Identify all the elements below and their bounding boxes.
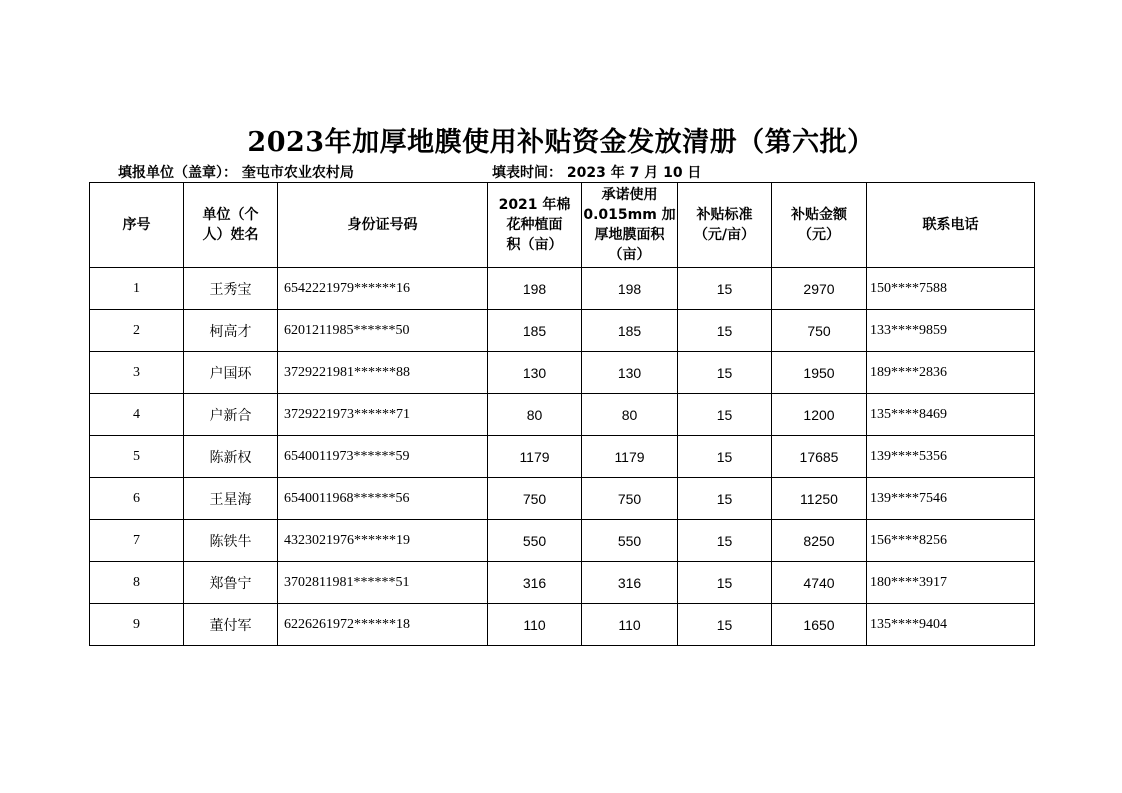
- header-subsidy-rate: 补贴标准 （元/亩）: [678, 183, 772, 268]
- cell-film-area: 80: [582, 394, 678, 436]
- cell-subsidy-amount: 17685: [772, 436, 867, 478]
- cell-film-area: 185: [582, 310, 678, 352]
- subsidy-table: [89, 182, 1035, 646]
- cell-phone: 135****8469: [867, 394, 1035, 436]
- cell-film-area: 110: [582, 604, 678, 646]
- cell-name: 董付军: [184, 604, 278, 646]
- cell-subsidy-amount: 1200: [772, 394, 867, 436]
- table-row: [90, 478, 1035, 520]
- cell-serial: 7: [90, 520, 184, 562]
- cell-cotton-area: 80: [488, 394, 582, 436]
- cell-phone: 133****9859: [867, 310, 1035, 352]
- cell-name: 王秀宝: [184, 268, 278, 310]
- cell-id-number: 4323021976******19: [278, 520, 488, 562]
- cell-cotton-area: 198: [488, 268, 582, 310]
- cell-film-area: 550: [582, 520, 678, 562]
- cell-name: 户新合: [184, 394, 278, 436]
- cell-subsidy-amount: 2970: [772, 268, 867, 310]
- table-header-row: [90, 183, 1035, 268]
- cell-cotton-area: 110: [488, 604, 582, 646]
- cell-subsidy-amount: 4740: [772, 562, 867, 604]
- cell-name: 陈铁牛: [184, 520, 278, 562]
- reporting-unit-value: 奎屯市农业农村局: [241, 165, 354, 181]
- cell-serial: 6: [90, 478, 184, 520]
- cell-film-area: 750: [582, 478, 678, 520]
- cell-subsidy-amount: 11250: [772, 478, 867, 520]
- cell-subsidy-rate: 15: [678, 436, 772, 478]
- cell-subsidy-amount: 1650: [772, 604, 867, 646]
- cell-cotton-area: 750: [488, 478, 582, 520]
- cell-serial: 8: [90, 562, 184, 604]
- cell-cotton-area: 1179: [488, 436, 582, 478]
- cell-subsidy-rate: 15: [678, 562, 772, 604]
- header-id-number: 身份证号码: [278, 183, 488, 268]
- cell-name: 王星海: [184, 478, 278, 520]
- cell-subsidy-amount: 750: [772, 310, 867, 352]
- table-row: [90, 436, 1035, 478]
- cell-serial: 9: [90, 604, 184, 646]
- cell-film-area: 1179: [582, 436, 678, 478]
- header-cotton-area: 2021 年棉 花种植面 积（亩）: [488, 183, 582, 268]
- fill-date: [492, 162, 701, 182]
- cell-phone: 139****5356: [867, 436, 1035, 478]
- cell-name: 陈新权: [184, 436, 278, 478]
- reporting-unit: [118, 162, 354, 182]
- cell-phone: 180****3917: [867, 562, 1035, 604]
- cell-cotton-area: 130: [488, 352, 582, 394]
- cell-phone: 150****7588: [867, 268, 1035, 310]
- cell-id-number: 3702811981******51: [278, 562, 488, 604]
- header-serial: 序号: [90, 183, 184, 268]
- table-row: [90, 268, 1035, 310]
- header-phone: 联系电话: [867, 183, 1035, 268]
- cell-serial: 3: [90, 352, 184, 394]
- cell-subsidy-rate: 15: [678, 352, 772, 394]
- cell-phone: 156****8256: [867, 520, 1035, 562]
- cell-subsidy-rate: 15: [678, 268, 772, 310]
- cell-subsidy-rate: 15: [678, 520, 772, 562]
- cell-subsidy-amount: 1950: [772, 352, 867, 394]
- fill-date-label: 填表时间：: [492, 165, 562, 181]
- cell-id-number: 6540011968******56: [278, 478, 488, 520]
- cell-serial: 5: [90, 436, 184, 478]
- table-row: [90, 310, 1035, 352]
- cell-film-area: 130: [582, 352, 678, 394]
- header-name: 单位（个 人）姓名: [184, 183, 278, 268]
- header-film-area: 承诺使用 0.015mm 加 厚地膜面积 （亩）: [582, 183, 678, 268]
- cell-subsidy-rate: 15: [678, 394, 772, 436]
- cell-phone: 135****9404: [867, 604, 1035, 646]
- cell-name: 柯高才: [184, 310, 278, 352]
- cell-subsidy-amount: 8250: [772, 520, 867, 562]
- cell-id-number: 6542221979******16: [278, 268, 488, 310]
- table-row: [90, 394, 1035, 436]
- cell-id-number: 6201211985******50: [278, 310, 488, 352]
- header-subsidy-amount: 补贴金额 （元）: [772, 183, 867, 268]
- cell-film-area: 198: [582, 268, 678, 310]
- cell-cotton-area: 550: [488, 520, 582, 562]
- cell-cotton-area: 316: [488, 562, 582, 604]
- cell-phone: 139****7546: [867, 478, 1035, 520]
- table-row: [90, 604, 1035, 646]
- cell-cotton-area: 185: [488, 310, 582, 352]
- cell-name: 户国环: [184, 352, 278, 394]
- table-row: [90, 352, 1035, 394]
- table-row: [90, 562, 1035, 604]
- table-row: [90, 520, 1035, 562]
- cell-subsidy-rate: 15: [678, 310, 772, 352]
- cell-name: 郑鲁宁: [184, 562, 278, 604]
- fill-date-value: 2023 年 7 月 10 日: [566, 165, 702, 181]
- cell-subsidy-rate: 15: [678, 478, 772, 520]
- cell-id-number: 3729221981******88: [278, 352, 488, 394]
- reporting-unit-label: 填报单位（盖章）：: [118, 165, 237, 181]
- cell-serial: 2: [90, 310, 184, 352]
- cell-phone: 189****2836: [867, 352, 1035, 394]
- cell-id-number: 6540011973******59: [278, 436, 488, 478]
- cell-id-number: 6226261972******18: [278, 604, 488, 646]
- cell-subsidy-rate: 15: [678, 604, 772, 646]
- cell-serial: 1: [90, 268, 184, 310]
- cell-film-area: 316: [582, 562, 678, 604]
- cell-id-number: 3729221973******71: [278, 394, 488, 436]
- document-title: 2023年加厚地膜使用补贴资金发放清册（第六批）: [247, 127, 875, 158]
- cell-serial: 4: [90, 394, 184, 436]
